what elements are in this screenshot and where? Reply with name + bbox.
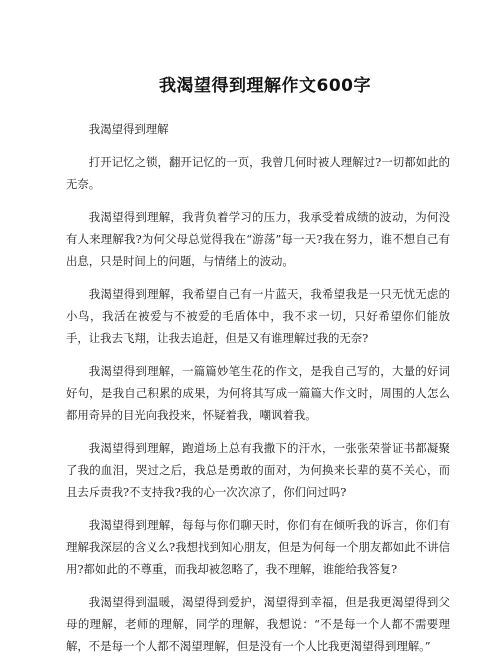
paragraph: 我渴望得到理解，每每与你们聊天时，你们有在倾听我的诉言，你们有理解我深层的含义么?我想找到知心朋友，但是为何每一个朋友都如此不讲信用?都如此的不尊重，而我却被忽略了，我不理解，谁能给我答复? <box>66 518 450 576</box>
document-title: 我渴望得到理解作文600字 <box>159 76 371 96</box>
paragraph: 我渴望得到理解，我希望自己有一片蓝天，我希望我是一只无忧无虑的小鸟，我活在被爱与不被爱的毛盾体中，我不求一切，只好希望你们能放手，让我去飞翔，让我去追赶，但是又有谁理解过我的无奈? <box>66 287 450 345</box>
paragraph: 打开记忆之锁，翻开记忆的一页，我曾几何时被人理解过?一切都如此的无奈。 <box>66 155 450 191</box>
paragraph: 我渴望得到理解，跑道场上总有我撒下的汗水，一张张荣誉证书都凝聚了我的血泪，哭过之后，我总是勇敢的面对，为何换来长辈的莫不关心，而且去斥责我?不支持我?我的心一次次凉了，你们问过吗? <box>66 441 450 499</box>
paragraph: 我渴望得到温暖，渴望得到爱护，渴望得到幸福，但是我更渴望得到父母的理解，老师的理解，同学的理解，我想说：“不是每一个人都不需要理解，不是每一个人都不渴望理解，但是没有一个人比我更渴望得到理解。” <box>66 595 450 653</box>
paragraph: 我渴望得到理解，我背负着学习的压力，我承受着成绩的波动，为何没有人来理解我?为何父母总觉得我在“游荡”每一天?我在努力，谁不想自己有出息，只是时间上的问题，与情绪上的波动。 <box>66 210 450 268</box>
paragraph: 我渴望得到理解，一篇篇妙笔生花的作文，是我自己写的，大量的好词好句，是我自己积累的成果，为何将其写成一篇篇大作文时，周围的人怎么都用奇异的目光向我投来，怀疑着我，嘲讽着我。 <box>66 364 450 422</box>
document-subtitle: 我渴望得到理解 <box>88 122 169 136</box>
